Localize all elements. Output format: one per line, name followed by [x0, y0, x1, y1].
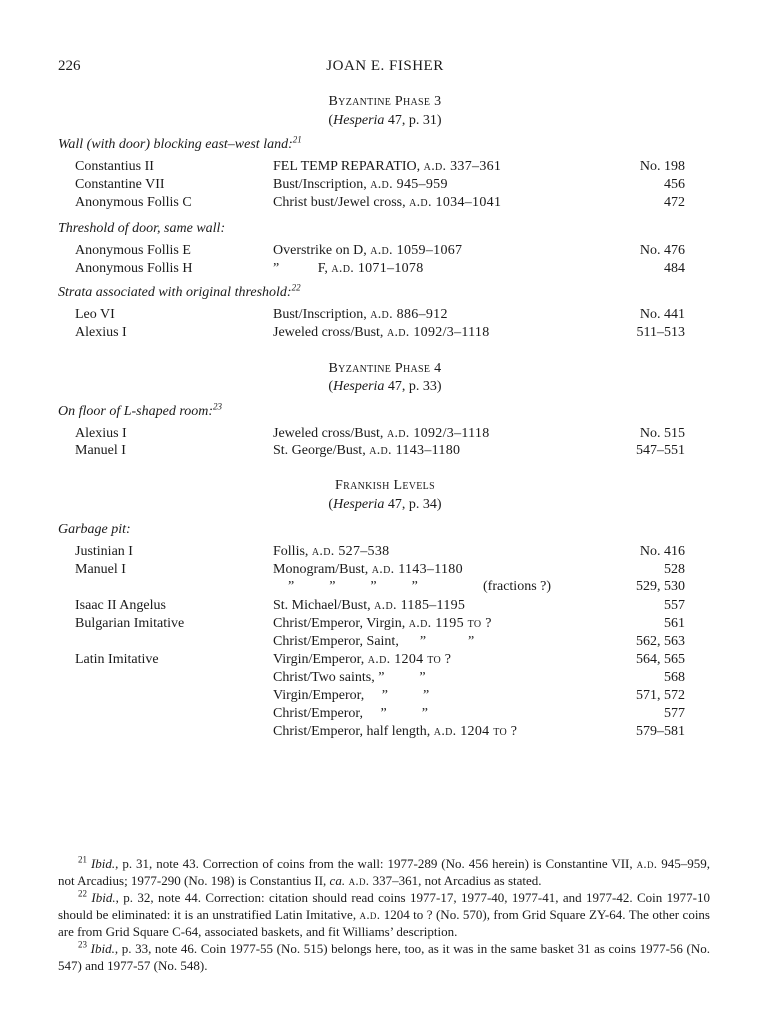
catalogue-number: No. 198	[639, 159, 685, 174]
ruler-cell: Constantius II	[75, 159, 154, 174]
type-text: Virgin/Emperor,	[273, 652, 368, 667]
type-text: Christ/Emperor, half length,	[273, 724, 434, 739]
footnote-text: 337–361, not Arcadius as stated.	[369, 873, 542, 888]
type-text: Bust/Inscription,	[273, 307, 371, 322]
footnote-mark: 23	[78, 939, 87, 950]
footnote-21	[58, 855, 710, 889]
ruler-cell: Bulgarian Imitative	[75, 616, 185, 631]
date-text: a.d. 1034–1041	[409, 195, 502, 210]
type-text: Follis,	[273, 544, 312, 559]
fractions-note: (fractions ?)	[483, 579, 552, 594]
catalogue-number: No. 416	[639, 544, 685, 559]
ruler-cell: Anonymous Follis E	[75, 243, 191, 258]
catalogue-number: 562, 563	[636, 634, 685, 649]
catalogue-number: 529, 530	[636, 579, 685, 594]
date-text: a.d. 1059–1067	[370, 243, 463, 258]
catalogue-number: 557	[664, 598, 685, 613]
footnote-mark: 22	[78, 888, 87, 899]
type-cell	[273, 195, 501, 211]
footnote-ref: 22	[291, 282, 301, 293]
catalogue-number: 484	[664, 261, 685, 276]
ruler-cell: Latin Imitative	[75, 652, 159, 667]
type-cell	[273, 307, 448, 323]
footnote-text: 1204 to ? (No. 570), from Grid Square ZY-64. The other coins are from Grid Square C-64, associated baskets, and fit Williams’ description.	[58, 907, 710, 939]
type-cell	[273, 724, 517, 740]
type-cell: Christ/Emperor, ” ”	[273, 706, 428, 721]
catalogue-number: 511–513	[636, 325, 685, 340]
ibid: Ibid.	[91, 890, 116, 905]
date-text: a.d. 886–912	[370, 307, 448, 322]
catalogue-number: No. 515	[639, 426, 685, 441]
era-abbrev: a.d.	[636, 856, 658, 871]
date-text: a.d. 1092/3–1118	[386, 325, 490, 340]
date-text: a.d. 1143–1180	[369, 443, 461, 458]
catalogue-number: 577	[664, 706, 685, 721]
type-cell	[273, 426, 490, 442]
type-cell: Christ/Two saints, ” ”	[273, 670, 426, 685]
type-cell: Christ/Emperor, Saint, ” ”	[273, 634, 475, 649]
ibid: Ibid.	[90, 941, 115, 956]
type-cell	[273, 616, 492, 632]
type-cell	[273, 261, 424, 277]
heading-text: Wall (with door) blocking east–west land:	[58, 137, 293, 152]
type-text: Jeweled cross/Bust,	[273, 426, 387, 441]
ruler-cell: Alexius I	[75, 426, 127, 441]
section-title-phase3: Byzantine Phase 3	[328, 94, 442, 109]
ruler-cell: Leo VI	[75, 307, 115, 322]
group-heading-wall	[58, 134, 302, 153]
ruler-cell: Manuel I	[75, 562, 126, 577]
group-heading-threshold: Threshold of door, same wall:	[58, 221, 226, 236]
ditto-marks: ” ” ” ”	[288, 579, 418, 594]
catalogue-number: 472	[664, 195, 685, 210]
type-cell	[273, 443, 460, 459]
date-text: a.d. 1195 to ?	[408, 616, 492, 631]
journal-name: Hesperia	[333, 113, 385, 128]
date-text: a.d. 1185–1195	[374, 598, 466, 613]
date-text: a.d. 945–959	[370, 177, 448, 192]
ruler-cell: Manuel I	[75, 443, 126, 458]
date-text: a.d. 1204 to ?	[367, 652, 452, 667]
date-text: a.d. 1071–1078	[331, 261, 424, 276]
journal-name: Hesperia	[333, 497, 385, 512]
footnote-22	[58, 889, 710, 940]
type-text: Monogram/Bust,	[273, 562, 372, 577]
group-heading-strata	[58, 282, 301, 301]
running-head-author: JOAN E. FISHER	[326, 58, 444, 74]
footnote-mark: 21	[78, 854, 87, 865]
type-text: Christ bust/Jewel cross,	[273, 195, 410, 210]
type-cell	[273, 159, 501, 175]
type-text: ” F,	[273, 261, 332, 276]
type-text: Bust/Inscription,	[273, 177, 371, 192]
type-cell	[273, 652, 451, 668]
era-abbrev: a.d.	[345, 873, 370, 888]
ibid: Ibid.	[90, 856, 116, 871]
ref-detail: 47, p. 34)	[384, 497, 442, 512]
footnote-text: 945–959, not Arcadius; 1977-290 (No. 198) is Constantius II,	[58, 856, 710, 888]
era-abbrev: a.d.	[359, 907, 381, 922]
date-text: a.d. 1204 to ?	[433, 724, 518, 739]
date-text: a.d. 527–538	[311, 544, 390, 559]
catalogue-number: No. 476	[639, 243, 685, 258]
heading-text: On floor of L-shaped room:	[58, 404, 214, 419]
ruler-cell: Anonymous Follis C	[75, 195, 192, 210]
type-text: Christ/Emperor, Virgin,	[273, 616, 409, 631]
ruler-cell: Anonymous Follis H	[75, 261, 193, 276]
page-number: 226	[58, 58, 81, 74]
type-text: St. Michael/Bust,	[273, 598, 375, 613]
circa-abbrev: ca.	[329, 873, 346, 888]
type-text: Overstrike on D,	[273, 243, 371, 258]
journal-name: Hesperia	[333, 379, 385, 394]
date-text: a.d. 1143–1180	[371, 562, 463, 577]
ruler-cell: Justinian I	[75, 544, 133, 559]
type-cell	[273, 562, 463, 578]
footnote-ref: 23	[213, 401, 223, 412]
footnote-23	[58, 940, 710, 974]
section-title-phase4: Byzantine Phase 4	[328, 361, 442, 376]
ruler-cell: Constantine VII	[75, 177, 165, 192]
type-text: St. George/Bust,	[273, 443, 370, 458]
type-cell	[273, 177, 448, 193]
section-title-frankish: Frankish Levels	[335, 478, 435, 493]
catalogue-number: No. 441	[639, 307, 685, 322]
section-ref-phase4: (Hesperia 47, p. 33)	[328, 379, 442, 394]
type-text: Jeweled cross/Bust,	[273, 325, 387, 340]
catalogue-number: 579–581	[636, 724, 685, 739]
footnote-text: , p. 33, note 46. Coin 1977-55 (No. 515) belongs here, too, as it was in the same basket 31 as coins 1977-56 (No. 547) and 1977-57 (No. 548).	[58, 941, 711, 973]
footnote-text: , p. 31, note 43. Correction of coins from the wall: 1977-289 (No. 456 herein) is Constantine VII,	[115, 856, 637, 871]
catalogue-number: 456	[664, 177, 685, 192]
group-heading-garbage-pit: Garbage pit:	[58, 522, 131, 537]
section-ref-frankish: (Hesperia 47, p. 34)	[328, 497, 442, 512]
date-text: a.d. 1092/3–1118	[386, 426, 490, 441]
type-text: FEL TEMP REPARATIO,	[273, 159, 424, 174]
catalogue-number: 568	[664, 670, 685, 685]
catalogue-number: 561	[664, 616, 685, 631]
ref-detail: 47, p. 31)	[384, 113, 442, 128]
type-cell	[273, 544, 389, 560]
type-cell	[273, 598, 465, 614]
section-ref-phase3: (Hesperia 47, p. 31)	[328, 113, 442, 128]
ruler-cell: Isaac II Angelus	[75, 598, 166, 613]
catalogue-number: 547–551	[636, 443, 685, 458]
group-heading-floor	[58, 401, 223, 420]
ref-detail: 47, p. 33)	[384, 379, 442, 394]
type-cell	[273, 243, 462, 259]
catalogue-number: 528	[664, 562, 685, 577]
date-text: a.d. 337–361	[423, 159, 502, 174]
footnote-ref: 21	[292, 134, 302, 145]
heading-text: Strata associated with original threshold:	[58, 285, 292, 300]
catalogue-number: 564, 565	[636, 652, 685, 667]
footnote-text: , p. 32, note 44. Correction: citation should read coins 1977-17, 1977-40, 1977-41, and 1977-42. Coin 1977-10 should be eliminated: it is an unstratified Latin Imitative,	[58, 890, 710, 922]
ruler-cell: Alexius I	[75, 325, 127, 340]
type-cell	[273, 325, 490, 341]
type-cell: Virgin/Emperor, ” ”	[273, 688, 430, 703]
footnotes	[58, 855, 710, 974]
catalogue-number: 571, 572	[636, 688, 685, 703]
